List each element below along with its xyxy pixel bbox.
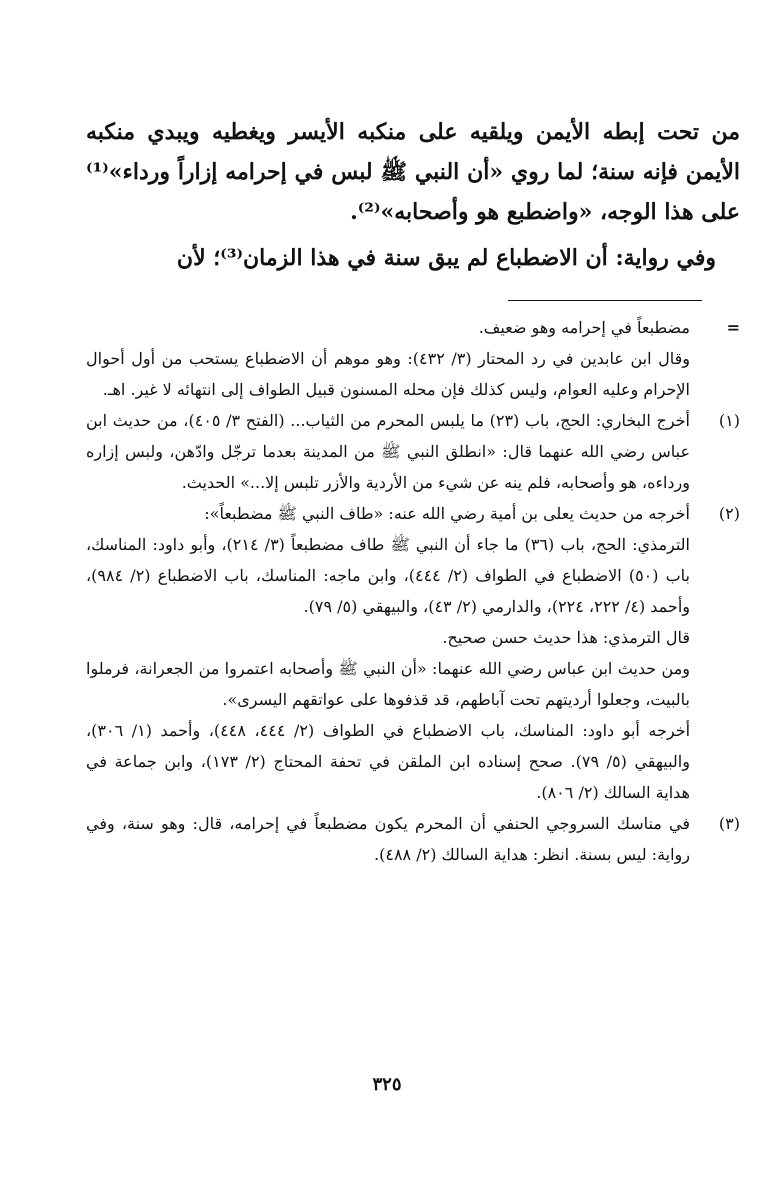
page-number: ٣٢٥ [372, 1074, 402, 1095]
footnote-paragraph: في مناسك السروجي الحنفي أن المحرم يكون مضطبعاً في إحرامه، قال: وهو سنة، وفي رواية: ليس بسنة. انظر: هداية السالك (٢/ ٤٨٨). [86, 814, 691, 864]
footnote-2 [86, 498, 740, 808]
footnotes [86, 312, 740, 870]
main-text [86, 112, 740, 278]
main-paragraph: وفي رواية: أن الاضطباع لم يبق سنة في هذا الزمان⁽³⁾؛ لأن [176, 245, 716, 271]
footnote-paragraph: قال الترمذي: هذا حديث حسن صحيح. [442, 628, 690, 647]
footnote-number: (٢) [718, 504, 740, 523]
continuation-marker: = [726, 318, 740, 337]
footnote-number: (٣) [718, 814, 740, 833]
footnote-paragraph: أخرجه من حديث يعلى بن أمية رضي الله عنه: «طاف النبي ﷺ مضطبعاً»: [204, 504, 690, 523]
footnote-1 [86, 405, 740, 498]
footnote-3 [86, 808, 740, 870]
footnote-paragraph: أخرجه أبو داود: المناسك، باب الاضطباع في الطواف (٢/ ٤٤٤، ٤٤٨)، وأحمد (١/ ٣٠٦)، والبيهقي (٥/ ٧٩). صحح إسناده ابن الملقن في تحفة المحتاج (٢/ ١٧٣)، وابن جماعة في هداية السالك (٢/ ٨٠٦). [86, 721, 691, 802]
footnote-separator [508, 300, 702, 301]
footnote-paragraph: الترمذي: الحج، باب (٣٦) ما جاء أن النبي ﷺ طاف مضطبعاً (٣/ ٢١٤)، وأبو داود: المناسك، باب (٥٠) الاضطباع في الطواف (٢/ ٤٤٤)، وابن ماجه: المناسك، باب الاضطباع (٢/ ٩٨٤)، وأحمد (٤/ ٢٢٢، ٢٢٤)، والدارمي (٢/ ٤٣)، والبيهقي (٥/ ٧٩). [86, 535, 691, 616]
footnote-number: (١) [718, 411, 740, 430]
footnote-paragraph: أخرج البخاري: الحج، باب (٢٣) ما يلبس المحرم من الثياب... (الفتح ٣/ ٤٠٥)، من حديث ابن عباس رضي الله عنهما قال: «انطلق النبي ﷺ من المدينة بعدما ترجّل وادّهن، ولبس إزاره ورداءه، هو وأصحابه، فلم ينه عن شيء من الأردية والأزر تلبس إلا...» الحديث. [86, 411, 690, 492]
footnote-paragraph: ومن حديث ابن عباس رضي الله عنهما: «أن النبي ﷺ وأصحابه اعتمروا من الجعرانة، فرملوا بالبيت، وجعلوا أرديتهم تحت آباطهم، قد قذفوها على عواتقهم اليسرى». [86, 659, 690, 709]
main-paragraph: من تحت إبطه الأيمن ويلقيه على منكبه الأيسر ويغطيه ويبدي منكبه الأيمن فإنه سنة؛ لما روي «أن النبي ﷺ لبس في إحرامه إزاراً ورداء»⁽¹⁾ على هذا الوجه، «واضطبع هو وأصحابه»⁽²⁾. [86, 119, 740, 225]
footnote-line: مضطبعاً في إحرامه وهو ضعيف. [478, 318, 690, 337]
footnote-line: وقال ابن عابدين في رد المحتار (٣/ ٤٣٢): وهو موهم أن الاضطباع يستحب من أول أحوال الإحرام وعليه العوام، وليس كذلك فإن محله المسنون قبيل الطواف إلى انتهائه لا غير. اهـ. [86, 349, 690, 399]
footnote-continuation [86, 312, 740, 405]
